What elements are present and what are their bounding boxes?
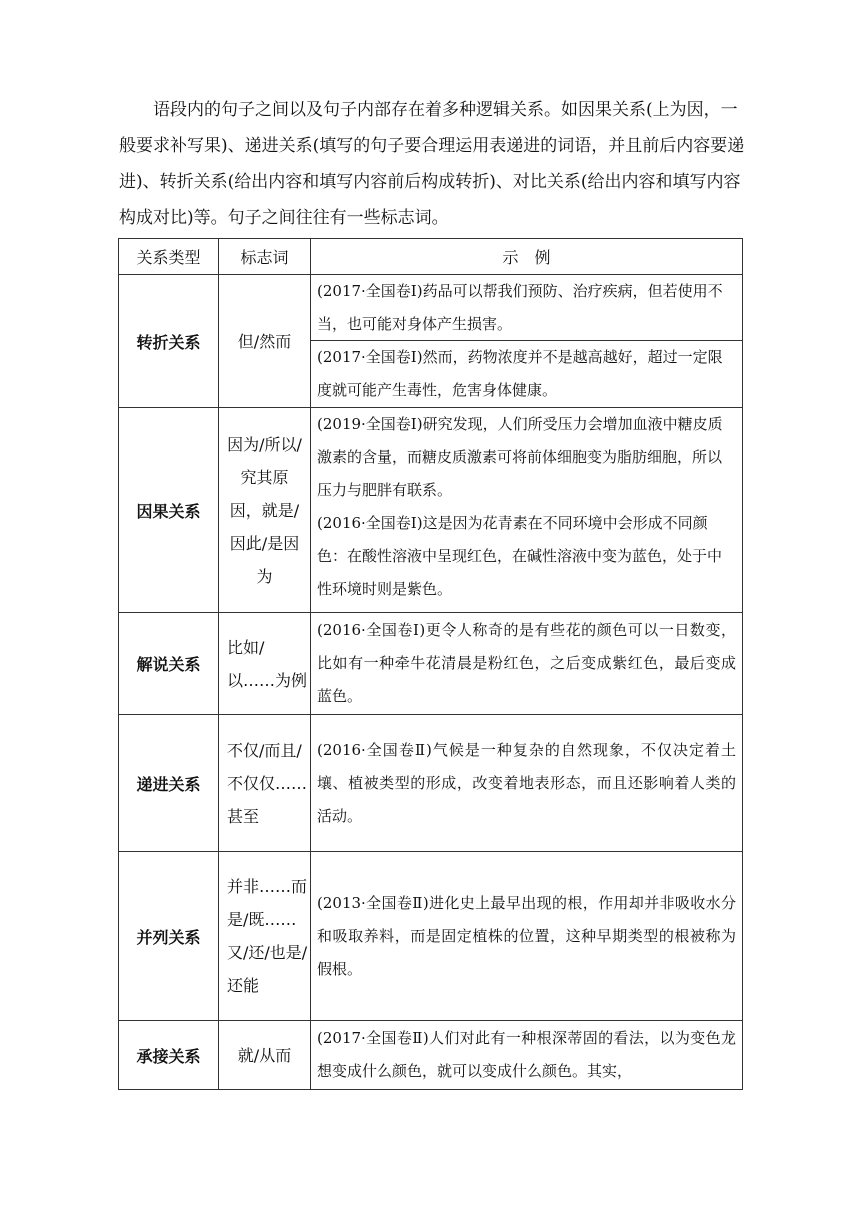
example-text: (2016·全国卷Ⅰ)更令人称奇的是有些花的颜色可以一日数变，比如有一种牵牛花清晨是粉红色，之后变成紫红色，最后变成蓝色。 (311, 613, 743, 715)
marker-words: 并非……而是/既……又/还/也是/还能 (219, 852, 311, 1021)
table-row (119, 1021, 743, 1090)
relation-type: 因果关系 (119, 408, 219, 613)
table-row (119, 715, 743, 852)
marker-words: 但/然而 (219, 275, 311, 408)
example-text: (2013·全国卷Ⅱ)进化史上最早出现的根，作用却并非吸收水分和吸取养料，而是固定植株的位置，这种早期类型的根被称为假根。 (311, 852, 743, 1021)
relation-type: 并列关系 (119, 852, 219, 1021)
example-text: (2016·全国卷Ⅱ)气候是一种复杂的自然现象，不仅决定着土壤、植被类型的形成，改变着地表形态，而且还影响着人类的活动。 (311, 715, 743, 852)
header-relation-type: 关系类型 (119, 239, 219, 275)
example-text: (2017·全国卷Ⅱ)人们对此有一种根深蒂固的看法，以为变色龙想变成什么颜色，就可以变成什么颜色。其实， (311, 1021, 743, 1090)
relation-type: 解说关系 (119, 613, 219, 715)
example-text: (2016·全国卷Ⅰ)这是因为花青素在不同环境中会形成不同颜色：在酸性溶液中呈现红色，在碱性溶液中变为蓝色，处于中性环境时则是紫色。 (317, 514, 723, 598)
header-example: 示 例 (311, 239, 743, 275)
table-header-row (119, 239, 743, 275)
relation-table (118, 238, 743, 1090)
intro-paragraph: 语段内的句子之间以及句子内部存在着多种逻辑关系。如因果关系(上为因，一般要求补写果)、递进关系(填写的句子要合理运用表递进的词语，并且前后内容要递进)、转折关系(给出内容和填写内容前后构成转折)、对比关系(给出内容和填写内容构成对比)等。句子之间往往有一些标志词。 (119, 100, 745, 228)
table-row (119, 613, 743, 715)
table-row (119, 852, 743, 1021)
marker-words: 不仅/而且/不仅仅……甚至 (219, 715, 311, 852)
relation-type: 承接关系 (119, 1021, 219, 1090)
example-text: (2019·全国卷Ⅰ)研究发现，人们所受压力会增加血液中糖皮质激素的含量，而糖皮质激素可将前体细胞变为脂肪细胞，所以压力与肥胖有联系。 (317, 415, 723, 499)
example-text: (2017·全国卷Ⅰ)药品可以帮我们预防、治疗疾病，但若使用不当，也可能对身体产生损害。 (317, 282, 723, 333)
marker-words: 比如/以……为例 (219, 613, 311, 715)
marker-words: 因为/所以/究其原因，就是/因此/是因为 (219, 408, 311, 613)
header-marker-words: 标志词 (219, 239, 311, 275)
relation-type: 转折关系 (119, 275, 219, 408)
marker-words: 就/从而 (219, 1021, 311, 1090)
example-text: (2017·全国卷Ⅰ)然而，药物浓度并不是越高越好，超过一定限度就可能产生毒性，危害身体健康。 (311, 340, 742, 407)
example-cell (311, 408, 743, 613)
table-row (119, 275, 743, 408)
relation-type: 递进关系 (119, 715, 219, 852)
example-cell (311, 275, 743, 408)
table-row (119, 408, 743, 613)
